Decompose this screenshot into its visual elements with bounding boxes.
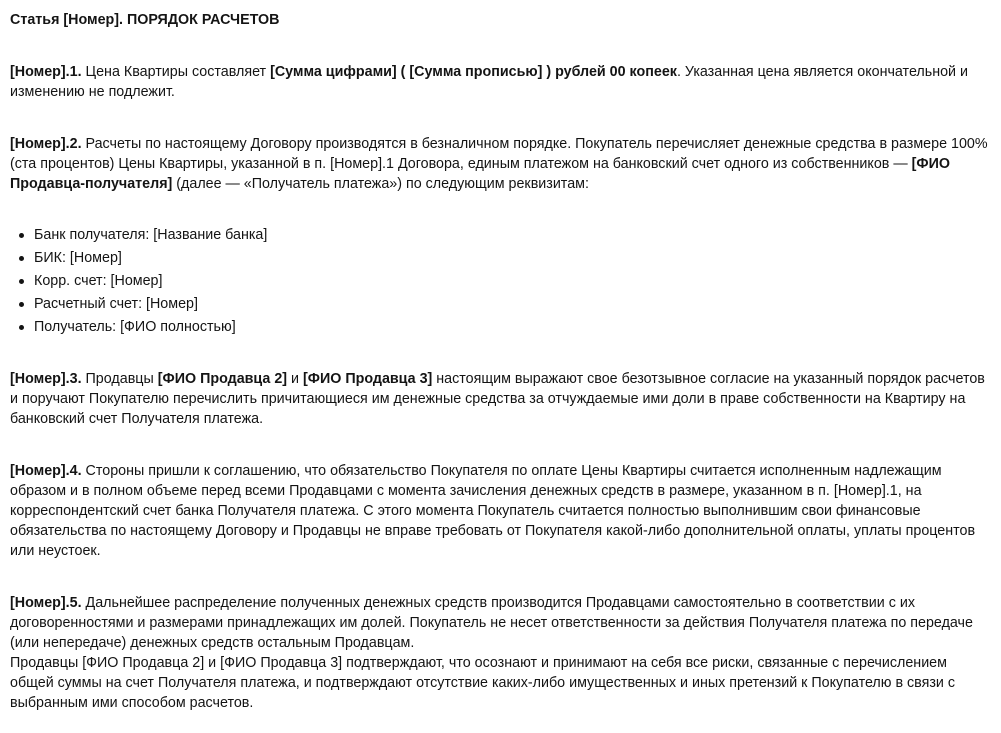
clause-number: [Номер].1. (10, 64, 82, 80)
seller-2-placeholder: [ФИО Продавца 2] (157, 371, 288, 387)
clause-number: [Номер].5. (10, 595, 82, 611)
clause-2 (10, 134, 991, 194)
requisite-account: Расчетный счет: [Номер] (34, 293, 991, 316)
clause-text: Дальнейшее распределение полученных денежных средств производится Продавцами самостоятельно в соответствии с их договоренностями и размерами принадлежащих им долей. Покупатель не несет ответственности за действия Получателя платежа по передаче (или непередаче) денежных средств остальным Продавцам. (10, 595, 973, 651)
price-placeholder: [Сумма цифрами] ( [Сумма прописью] ) рублей 00 копеек (270, 64, 677, 80)
clause-text: Продавцы (81, 371, 158, 387)
requisite-bik: БИК: [Номер] (34, 247, 991, 270)
clause-text: Цена Квартиры составляет (81, 64, 271, 80)
clause-text-continued: Продавцы [ФИО Продавца 2] и [ФИО Продавца 3] подтверждают, что осознают и принимают на себя все риски, связанные с перечислением общей суммы на счет Получателя платежа, и подтверждают отсутствие каких-либо имущественных и иных претензий к Покупателю в связи с выбранным ими способом расчетов. (10, 655, 956, 711)
recipient-placeholder: [ФИО Продавца-получателя] (10, 156, 950, 192)
clause-number: [Номер].4. (10, 463, 82, 479)
requisite-bank: Банк получателя: [Название банка] (34, 224, 991, 247)
clause-number: [Номер].2. (10, 136, 82, 152)
clause-5 (10, 593, 991, 713)
clause-text: настоящим выражают свое безотзывное согласие на указанный порядок расчетов и поручают Покупателю перечислить причитающиеся им денежные средства за отчуждаемые ими доли в праве собственности на Квартиру на банковский счет Получателя платежа. (10, 371, 985, 427)
clause-text: и (287, 371, 303, 387)
clause-text: . Указанная цена является окончательной и изменению не подлежит. (10, 64, 969, 100)
clause-text: (далее — «Получатель платежа») по следующим реквизитам: (172, 176, 589, 192)
clause-4 (10, 461, 991, 561)
article-title: Статья [Номер]. ПОРЯДОК РАСЧЕТОВ (10, 12, 280, 28)
clause-3 (10, 369, 991, 429)
requisite-recipient: Получатель: [ФИО полностью] (34, 316, 991, 339)
clause-text: Расчеты по настоящему Договору производятся в безналичном порядке. Покупатель перечисляет денежные средства в размере 100% (ста процентов) Цены Квартиры, указанной в п. [Номер].1 Договора, единым платежом на банковский счет одного из собственников — (10, 136, 988, 172)
clause-1 (10, 62, 991, 102)
clause-number: [Номер].3. (10, 371, 82, 387)
requisite-corr-account: Корр. счет: [Номер] (34, 270, 991, 293)
clause-text-bold: Стороны пришли к соглашению, что обязательство Покупателя по оплате Цены Квартиры считается исполненным надлежащим образом и в полном объеме перед всеми Продавцами с момента зачисления денежных средств в размере, указанном в п. [Номер].1, на корреспондентский счет банка Получателя платежа. С этого момента Покупатель считается полностью выполнившим свои финансовые обязательства по настоящему Договору и Продавцы не вправе требовать от Покупателя какой-либо дополнительной оплаты, уплаты процентов или неустоек. (10, 463, 976, 559)
requisites-list (10, 224, 991, 339)
seller-3-placeholder: [ФИО Продавца 3] (302, 371, 433, 387)
